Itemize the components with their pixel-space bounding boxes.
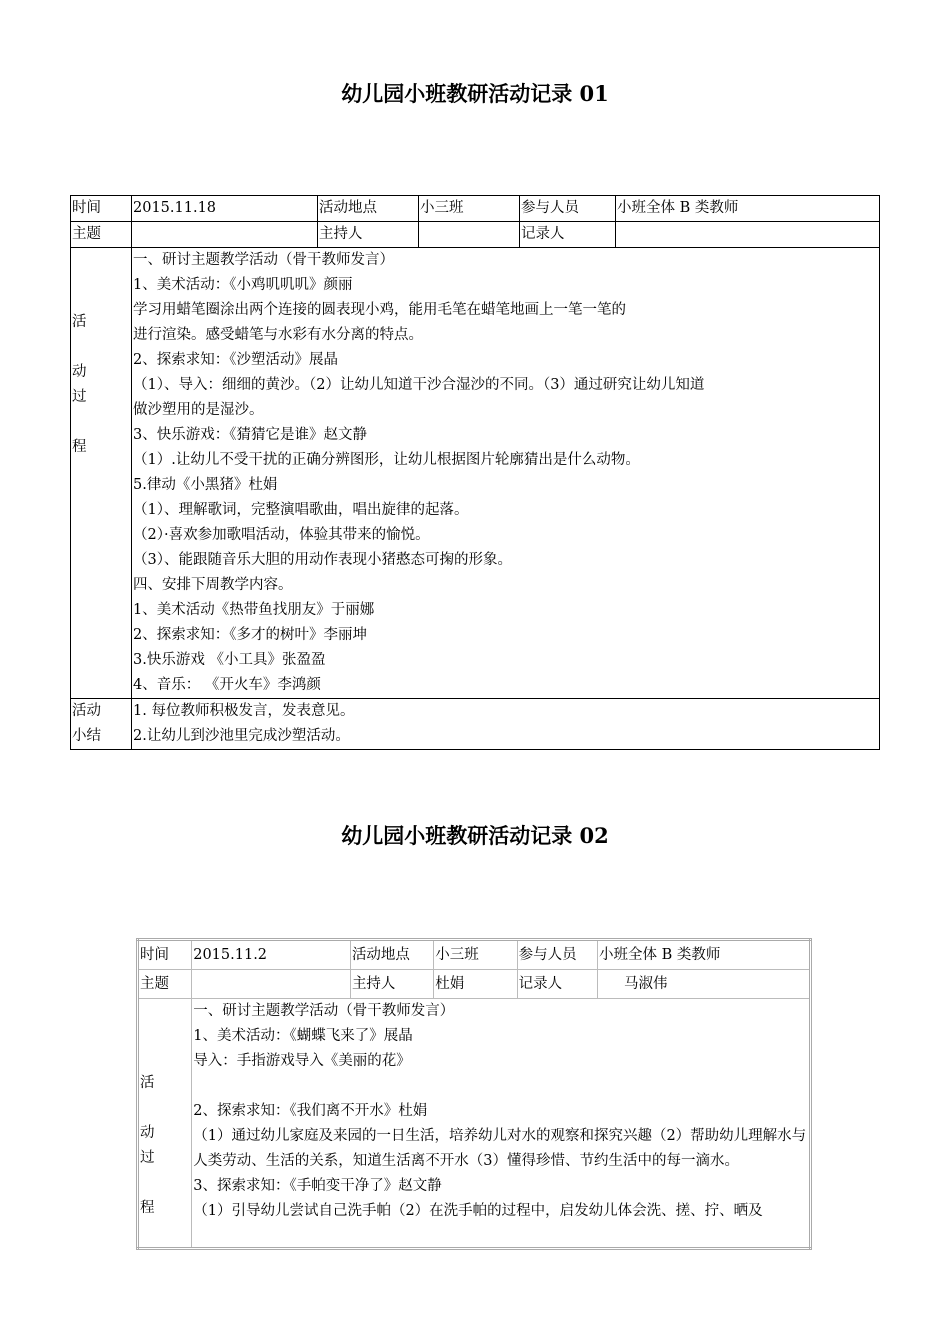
record1-table <box>70 195 880 750</box>
time-value: 2015.11.18 <box>132 196 318 222</box>
location-label: 活动地点 <box>318 196 419 222</box>
process-paragraph: （1）通过幼儿家庭及来园的一日生活，培养幼儿对水的观察和探究兴趣（2）帮助幼儿理解水与人类劳动、生活的关系，知道生活离不开水（3）懂得珍惜、节约生活中的每一滴水。 <box>193 1128 807 1169</box>
process-line: （1）引导幼儿尝试自己洗手帕（2）在洗手帕的过程中，启发幼儿体会洗、搓、拧、晒及 <box>193 1203 763 1219</box>
process-line: 学习用蜡笔圈涂出两个连接的圆表现小鸡，能用毛笔在蜡笔地画上一笔一笔的 <box>133 302 626 318</box>
record2-table <box>136 938 812 1250</box>
record2-row-theme <box>138 970 811 999</box>
process-line: 导入：手指游戏导入《美丽的花》 <box>193 1053 411 1069</box>
process-line: （1）、导入：细细的黄沙。（2）让幼儿知道干沙合湿沙的不同。（3）通过研究让幼儿知道 <box>133 377 705 393</box>
process-line: 一、研讨主题教学活动（骨干教师发言） <box>193 1003 455 1019</box>
process-line: 2、探索求知：《我们离不开水》杜娟 <box>193 1103 428 1119</box>
location-label: 活动地点 <box>350 940 433 970</box>
theme-value <box>192 970 351 999</box>
process-line: 3、探索求知：《手帕变干净了》赵文静 <box>193 1178 442 1194</box>
summary-label-line: 小结 <box>72 728 101 744</box>
host-label: 主持人 <box>318 222 419 248</box>
process-line: （1）、理解歌词，完整演唱歌曲，唱出旋律的起落。 <box>133 502 469 518</box>
time-label: 时间 <box>138 940 192 970</box>
record1-row-summary <box>71 699 880 750</box>
process-content <box>132 248 880 699</box>
time-label: 时间 <box>71 196 132 222</box>
recorder-label: 记录人 <box>517 970 597 999</box>
process-line: （3）、能跟随音乐大胆的用动作表现小猪憨态可掬的形象。 <box>133 552 512 568</box>
process-line: 2、探索求知：《沙塑活动》展晶 <box>133 352 338 368</box>
record1-row-theme <box>71 222 880 248</box>
summary-line: 2.让幼儿到沙池里完成沙塑活动。 <box>133 728 350 744</box>
process-label-char: 程 <box>72 439 87 455</box>
summary-label <box>71 699 132 750</box>
process-line <box>193 1074 808 1099</box>
host-value <box>419 222 520 248</box>
process-line: 3、快乐游戏：《猜猜它是谁》赵文静 <box>133 427 367 443</box>
process-line: 4、音乐： 《开火车》李鸿颜 <box>133 677 321 693</box>
process-label-char: 过 <box>72 389 87 405</box>
process-line: 1、美术活动：《蝴蝶飞来了》展晶 <box>193 1028 413 1044</box>
process-line: 1、美术活动《热带鱼找朋友》于丽娜 <box>133 602 375 618</box>
record1-row-process <box>71 248 880 699</box>
recorder-value <box>616 222 880 248</box>
record2-row-time <box>138 940 811 970</box>
process-label <box>71 248 132 699</box>
process-label-char: 程 <box>140 1200 155 1216</box>
location-value: 小三班 <box>419 196 520 222</box>
host-value: 杜娟 <box>434 970 517 999</box>
process-line: 2、探索求知：《多才的树叶》李丽坤 <box>133 627 367 643</box>
process-line: 做沙塑用的是湿沙。 <box>133 402 264 418</box>
time-value: 2015.11.2 <box>192 940 351 970</box>
record1-row-time <box>71 196 880 222</box>
process-line: （1）.让幼儿不受干扰的正确分辨图形，让幼儿根据图片轮廓猜出是什么动物。 <box>133 452 640 468</box>
participants-value: 小班全体 B 类教师 <box>598 940 811 970</box>
participants-label: 参与人员 <box>520 196 616 222</box>
process-label-char: 过 <box>140 1150 155 1166</box>
process-line: 1、美术活动：《小鸡叽叽叽》颜丽 <box>133 277 353 293</box>
participants-value: 小班全体 B 类教师 <box>616 196 880 222</box>
process-content <box>192 999 811 1249</box>
record1-title: 幼儿园小班教研活动记录 01 <box>341 81 609 106</box>
record2-title: 幼儿园小班教研活动记录 02 <box>341 823 609 848</box>
process-line: 一、研讨主题教学活动（骨干教师发言） <box>133 252 394 268</box>
theme-label: 主题 <box>138 970 192 999</box>
process-label <box>138 999 192 1249</box>
process-label-char: 动 <box>140 1125 155 1141</box>
theme-value <box>132 222 318 248</box>
location-value: 小三班 <box>434 940 517 970</box>
record2-row-process <box>138 999 811 1249</box>
summary-label-line: 活动 <box>72 703 101 719</box>
process-label-char: 活 <box>140 1075 155 1091</box>
recorder-label: 记录人 <box>520 222 616 248</box>
process-line: 5.律动《小黑猪》杜娟 <box>133 477 278 493</box>
summary-line: 1. 每位教师积极发言，发表意见。 <box>133 703 355 719</box>
summary-content <box>132 699 880 750</box>
theme-label: 主题 <box>71 222 132 248</box>
process-line: 四、安排下周教学内容。 <box>133 577 293 593</box>
process-line: 3.快乐游戏 《小工具》张盈盈 <box>133 652 326 668</box>
process-line: （2）·喜欢参加歌唱活动，体验其带来的愉悦。 <box>133 527 430 543</box>
process-label-char: 动 <box>72 364 87 380</box>
process-label-char: 活 <box>72 314 87 330</box>
process-line: 进行渲染。感受蜡笔与水彩有水分离的特点。 <box>133 327 423 343</box>
recorder-value: 马淑伟 <box>598 970 811 999</box>
host-label: 主持人 <box>350 970 433 999</box>
participants-label: 参与人员 <box>517 940 597 970</box>
